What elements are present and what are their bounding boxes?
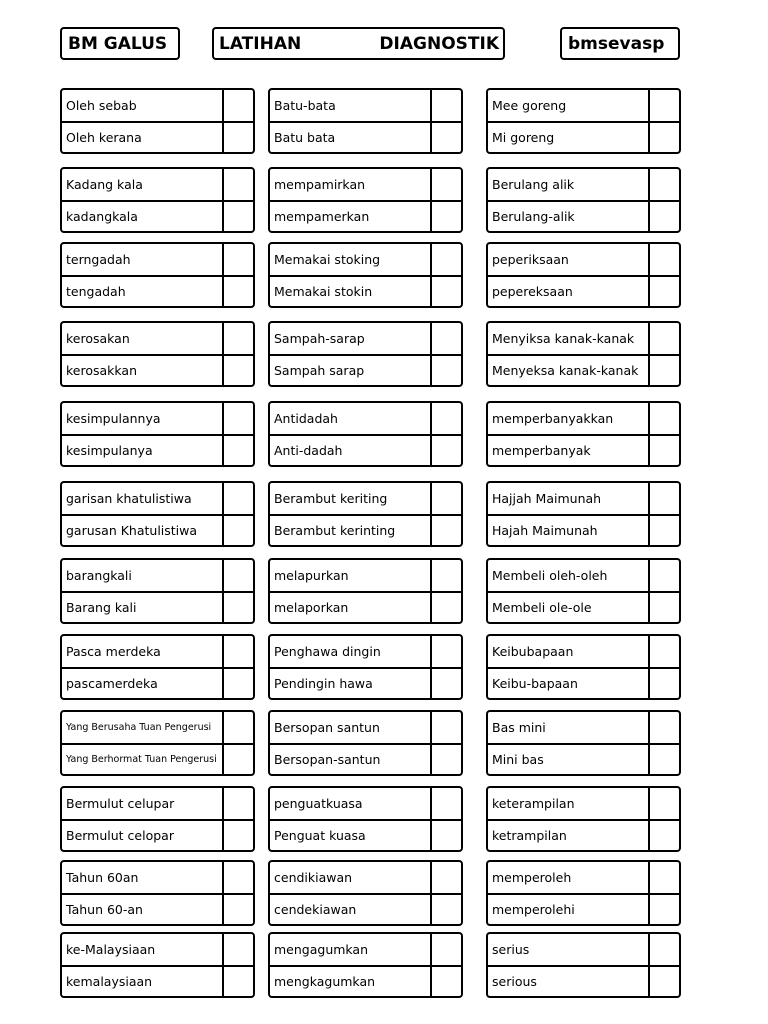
word-pair-group [268,167,463,233]
word-option-label: Mi goreng [492,130,555,145]
answer-checkbox[interactable] [648,516,679,545]
word-option-row [270,200,461,231]
answer-checkbox[interactable] [648,169,679,200]
answer-checkbox[interactable] [222,483,253,514]
answer-checkbox[interactable] [648,356,679,385]
word-option-row [488,121,679,152]
word-option-label: Memakai stokin [274,284,373,299]
word-option-row [488,712,679,743]
word-pair-group [60,932,255,998]
word-pair-group [60,710,255,776]
word-option-row [270,788,461,819]
answer-checkbox[interactable] [222,123,253,152]
answer-checkbox[interactable] [430,516,461,545]
word-option-row [62,712,253,743]
word-option-label: memperoleh [492,870,572,885]
word-option-row [488,90,679,121]
word-option-row [270,434,461,465]
word-pair-group [486,401,681,467]
word-option-row [270,560,461,591]
word-option-row [488,743,679,774]
word-pair-group [268,481,463,547]
word-option-row [488,636,679,667]
answer-checkbox[interactable] [222,169,253,200]
word-pair-group [268,932,463,998]
word-option-label: kerosakkan [66,363,138,378]
answer-checkbox[interactable] [430,895,461,924]
answer-checkbox[interactable] [222,244,253,275]
word-pair-group [268,786,463,852]
word-option-row [270,667,461,698]
word-option-label: pepereksaan [492,284,573,299]
word-pair-group [268,401,463,467]
word-option-label: ketrampilan [492,828,567,843]
word-option-label: memperolehi [492,902,575,917]
word-option-row [488,169,679,200]
word-option-row [488,323,679,354]
word-option-label: Bermulut celopar [66,828,174,843]
answer-checkbox[interactable] [648,712,679,743]
word-pair-group [268,242,463,308]
word-option-row [270,323,461,354]
word-option-label: Anti-dadah [274,443,343,458]
word-option-label: Bersopan-santun [274,752,381,767]
word-option-row [62,965,253,996]
word-option-label: memperbanyakkan [492,411,614,426]
answer-checkbox[interactable] [648,669,679,698]
answer-checkbox[interactable] [222,436,253,465]
header-author-box [560,27,680,60]
word-option-label: Yang Berusaha Tuan Pengerusi [66,722,212,733]
word-pair-group [268,321,463,387]
word-option-label: kadangkala [66,209,138,224]
word-option-row [62,514,253,545]
word-option-label: terngadah [66,252,131,267]
word-option-row [488,403,679,434]
answer-checkbox[interactable] [222,788,253,819]
word-option-row [488,483,679,514]
word-option-row [270,862,461,893]
word-pair-group [60,860,255,926]
word-option-row [62,667,253,698]
word-option-row [62,743,253,774]
word-option-label: Berulang alik [492,177,575,192]
answer-checkbox[interactable] [648,277,679,306]
word-option-label: Bersopan santun [274,720,380,735]
answer-checkbox[interactable] [222,821,253,850]
word-option-label: peperiksaan [492,252,569,267]
word-option-row [62,121,253,152]
word-option-row [270,934,461,965]
answer-checkbox[interactable] [430,788,461,819]
answer-checkbox[interactable] [430,934,461,965]
word-option-row [270,403,461,434]
word-option-row [488,788,679,819]
word-option-label: Yang Berhormat Tuan Pengerusi [66,754,217,765]
answer-checkbox[interactable] [648,323,679,354]
answer-checkbox[interactable] [222,202,253,231]
word-option-label: Sampah sarap [274,363,365,378]
word-option-label: Kadang kala [66,177,143,192]
answer-checkbox[interactable] [430,669,461,698]
word-option-row [62,354,253,385]
word-option-label: Bermulut celupar [66,796,175,811]
word-option-row [488,819,679,850]
word-option-row [62,200,253,231]
word-pair-group [60,401,255,467]
word-option-label: mengagumkan [274,942,369,957]
word-option-row [270,636,461,667]
word-option-row [488,862,679,893]
header-author: bmsevasp [568,33,665,54]
word-option-label: Hajah Maimunah [492,523,598,538]
word-option-label: cendikiawan [274,870,353,885]
answer-checkbox[interactable] [430,202,461,231]
answer-checkbox[interactable] [648,560,679,591]
word-option-label: Pasca merdeka [66,644,161,659]
answer-checkbox[interactable] [222,895,253,924]
word-option-row [488,354,679,385]
word-pair-group [486,481,681,547]
word-option-label: Sampah-sarap [274,331,365,346]
word-option-row [62,862,253,893]
word-option-row [270,712,461,743]
answer-checkbox[interactable] [222,356,253,385]
word-option-label: serius [492,942,530,957]
answer-checkbox[interactable] [430,356,461,385]
word-option-row [62,483,253,514]
word-option-row [488,934,679,965]
word-option-label: Pendingin hawa [274,676,373,691]
answer-checkbox[interactable] [648,895,679,924]
answer-checkbox[interactable] [430,712,461,743]
word-option-label: Batu bata [274,130,336,145]
header-subtitle-box [212,27,505,60]
word-pair-group [60,786,255,852]
word-option-label: Menyeksa kanak-kanak [492,363,639,378]
answer-checkbox[interactable] [222,516,253,545]
word-option-label: Tahun 60an [66,870,139,885]
word-option-label: Hajjah Maimunah [492,491,602,506]
answer-checkbox[interactable] [430,560,461,591]
word-option-label: mempamerkan [274,209,370,224]
header-diagnostik: DIAGNOSTIK [379,33,499,54]
answer-checkbox[interactable] [648,745,679,774]
answer-checkbox[interactable] [222,323,253,354]
word-pair-group [486,932,681,998]
word-option-label: kemalaysiaan [66,974,153,989]
answer-checkbox[interactable] [430,483,461,514]
word-option-label: Tahun 60-an [66,902,143,917]
answer-checkbox[interactable] [222,669,253,698]
word-option-label: penguatkuasa [274,796,363,811]
word-option-label: pascamerdeka [66,676,158,691]
word-pair-group [60,321,255,387]
word-option-label: melapurkan [274,568,349,583]
word-pair-group [486,786,681,852]
word-pair-group [268,634,463,700]
word-pair-group [486,88,681,154]
word-option-label: kesimpulannya [66,411,161,426]
word-pair-group [268,860,463,926]
word-option-label: Mee goreng [492,98,567,113]
word-option-label: Berulang-alik [492,209,575,224]
word-pair-group [60,88,255,154]
answer-checkbox[interactable] [222,862,253,893]
word-option-row [270,965,461,996]
answer-checkbox[interactable] [648,483,679,514]
word-option-row [62,934,253,965]
answer-checkbox[interactable] [648,788,679,819]
answer-checkbox[interactable] [430,436,461,465]
answer-checkbox[interactable] [648,821,679,850]
word-option-row [488,514,679,545]
word-option-label: Membeli oleh-oleh [492,568,608,583]
word-option-row [270,591,461,622]
word-pair-group [268,558,463,624]
word-option-row [62,819,253,850]
word-option-label: serious [492,974,537,989]
word-pair-group [268,88,463,154]
word-option-row [270,275,461,306]
answer-checkbox[interactable] [648,636,679,667]
word-pair-group [60,167,255,233]
word-option-row [270,743,461,774]
answer-checkbox[interactable] [222,403,253,434]
answer-checkbox[interactable] [430,169,461,200]
word-option-row [488,893,679,924]
word-pair-group [60,634,255,700]
word-pair-group [486,558,681,624]
answer-checkbox[interactable] [430,403,461,434]
word-option-label: tengadah [66,284,126,299]
word-option-row [270,121,461,152]
word-option-label: Berambut keriting [274,491,388,506]
word-option-label: ke-Malaysiaan [66,942,156,957]
answer-checkbox[interactable] [222,593,253,622]
answer-checkbox[interactable] [648,90,679,121]
word-option-row [488,591,679,622]
answer-checkbox[interactable] [222,90,253,121]
answer-checkbox[interactable] [222,636,253,667]
word-option-label: Keibubapaan [492,644,574,659]
answer-checkbox[interactable] [222,712,253,743]
answer-checkbox[interactable] [648,593,679,622]
word-option-row [62,275,253,306]
answer-checkbox[interactable] [430,862,461,893]
word-option-label: garusan Khatulistiwa [66,523,198,538]
word-pair-group [486,321,681,387]
word-option-row [270,819,461,850]
word-option-row [270,514,461,545]
word-option-label: Batu-bata [274,98,336,113]
word-option-label: kerosakan [66,331,130,346]
word-option-row [62,636,253,667]
word-option-row [488,244,679,275]
word-option-label: keterampilan [492,796,575,811]
word-option-row [62,560,253,591]
word-option-row [488,434,679,465]
answer-checkbox[interactable] [648,403,679,434]
answer-checkbox[interactable] [430,967,461,996]
answer-checkbox[interactable] [430,244,461,275]
word-option-label: mempamirkan [274,177,366,192]
word-pair-group [486,634,681,700]
word-option-row [62,403,253,434]
word-option-row [270,354,461,385]
word-option-row [488,667,679,698]
word-option-row [62,788,253,819]
answer-checkbox[interactable] [430,636,461,667]
word-option-label: Bas mini [492,720,546,735]
answer-checkbox[interactable] [222,745,253,774]
word-option-row [270,169,461,200]
word-option-row [62,591,253,622]
answer-checkbox[interactable] [648,202,679,231]
answer-checkbox[interactable] [648,967,679,996]
word-option-row [62,893,253,924]
word-option-label: Barang kali [66,600,137,615]
word-option-label: Menyiksa kanak-kanak [492,331,635,346]
answer-checkbox[interactable] [222,560,253,591]
word-pair-group [268,710,463,776]
word-option-row [62,90,253,121]
answer-checkbox[interactable] [430,593,461,622]
word-pair-group [486,167,681,233]
answer-checkbox[interactable] [648,862,679,893]
header-title-box [60,27,180,60]
word-option-row [488,275,679,306]
word-option-label: Mini bas [492,752,544,767]
word-option-row [270,483,461,514]
answer-checkbox[interactable] [648,436,679,465]
word-pair-group [60,558,255,624]
word-option-row [270,893,461,924]
word-option-row [62,434,253,465]
answer-checkbox[interactable] [430,277,461,306]
header-latihan: LATIHAN [219,33,302,54]
word-option-row [62,169,253,200]
word-option-label: Keibu-bapaan [492,676,578,691]
answer-checkbox[interactable] [222,277,253,306]
word-option-label: memperbanyak [492,443,591,458]
word-option-label: Memakai stoking [274,252,381,267]
answer-checkbox[interactable] [222,967,253,996]
word-option-label: Oleh sebab [66,98,137,113]
answer-checkbox[interactable] [648,123,679,152]
word-option-label: Antidadah [274,411,338,426]
word-option-row [488,560,679,591]
word-pair-group [60,481,255,547]
header-title: BM GALUS [68,33,168,54]
word-option-row [62,323,253,354]
word-option-label: cendekiawan [274,902,357,917]
word-pair-group [486,242,681,308]
word-option-label: Penghawa dingin [274,644,381,659]
word-option-row [488,965,679,996]
word-pair-group [60,242,255,308]
answer-checkbox[interactable] [430,323,461,354]
word-pair-group [486,710,681,776]
answer-checkbox[interactable] [430,123,461,152]
word-option-row [270,244,461,275]
word-option-row [62,244,253,275]
word-option-label: Berambut kerinting [274,523,396,538]
word-option-row [488,200,679,231]
word-option-row [270,90,461,121]
word-option-label: barangkali [66,568,132,583]
word-option-label: garisan khatulistiwa [66,491,192,506]
word-option-label: Oleh kerana [66,130,142,145]
word-option-label: Membeli ole-ole [492,600,592,615]
answer-checkbox[interactable] [430,90,461,121]
answer-checkbox[interactable] [648,934,679,965]
word-option-label: Penguat kuasa [274,828,366,843]
word-option-label: kesimpulanya [66,443,153,458]
answer-checkbox[interactable] [430,745,461,774]
word-option-label: melaporkan [274,600,349,615]
word-option-label: mengkagumkan [274,974,376,989]
answer-checkbox[interactable] [430,821,461,850]
answer-checkbox[interactable] [648,244,679,275]
word-pair-group [486,860,681,926]
answer-checkbox[interactable] [222,934,253,965]
